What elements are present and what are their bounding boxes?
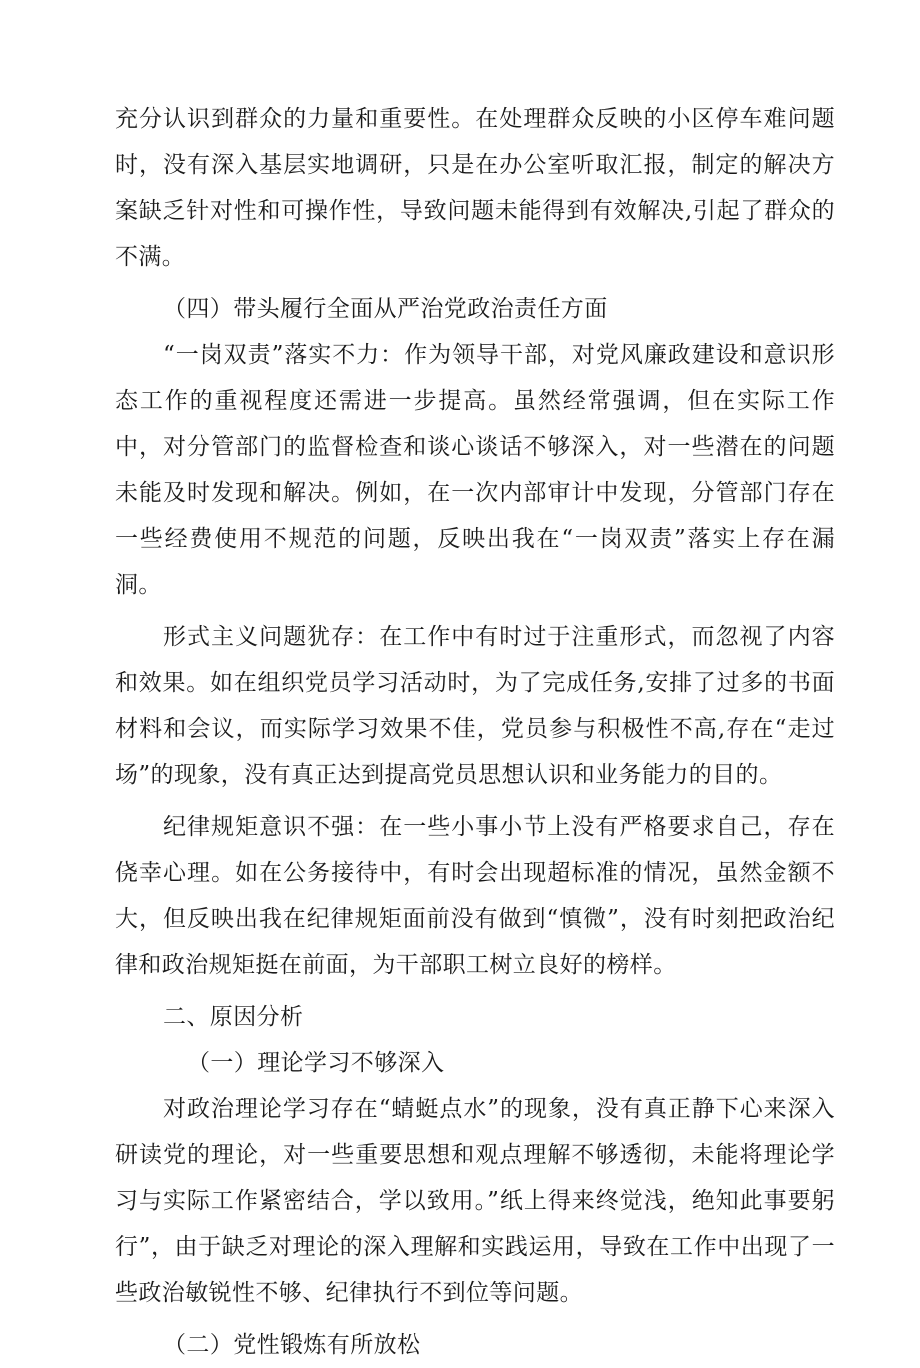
paragraph-one-post-two-duties: “一岗双责”落实不力：作为领导干部，对党风廉政建设和意识形态工作的重视程度还需进一步提高。虽然经常强调，但在实际工作中，对分管部门的监督检查和谈心谈话不够深入，对一些潜在的问题未能及时发现和解决。例如，在一次内部审计中发现，分管部门存在一些经费使用不规范的问题，反映出我在“一岗双责”落实上存在漏洞。 [115,342,835,598]
document-body [115,96,835,1368]
section-heading-1: （一）理论学习不够深入 [187,1050,445,1076]
paragraph-continued: 充分认识到群众的力量和重要性。在处理群众反映的小区停车难问题时，没有深入基层实地调研，只是在办公室听取汇报，制定的解决方案缺乏针对性和可操作性，导致问题未能得到有效解决,引起了群众的不满。 [115,106,835,270]
section-heading-2: （二）党性锻炼有所放松 [163,1332,421,1358]
chapter-heading-cause-analysis: 二、原因分析 [163,1004,304,1030]
paragraph-theory-study: 对政治理论学习存在“蜻蜓点水”的现象，没有真正静下心来深入研读党的理论，对一些重要思想和观点理解不够透彻，未能将理论学习与实际工作紧密结合，学以致用。”纸上得来终觉浅，绝知此事要躬行”，由于缺乏对理论的深入理解和实践运用，导致在工作中出现了一些政治敏锐性不够、纪律执行不到位等问题。 [115,1096,835,1306]
section-heading-4: （四）带头履行全面从严治党政治责任方面 [163,296,608,322]
paragraph-formalism: 形式主义问题犹存：在工作中有时过于注重形式，而忽视了内容和效果。如在组织党员学习活动时，为了完成任务,安排了过多的书面材料和会议，而实际学习效果不佳，党员参与积极性不高,存在“走过场”的现象，没有真正达到提高党员思想认识和业务能力的目的。 [115,624,835,788]
paragraph-discipline: 纪律规矩意识不强：在一些小事小节上没有严格要求自己，存在侥幸心理。如在公务接待中，有时会出现超标准的情况，虽然金额不大，但反映出我在纪律规矩面前没有做到“慎微”，没有时刻把政治纪律和政治规矩挺在前面，为干部职工树立良好的榜样。 [115,814,835,978]
